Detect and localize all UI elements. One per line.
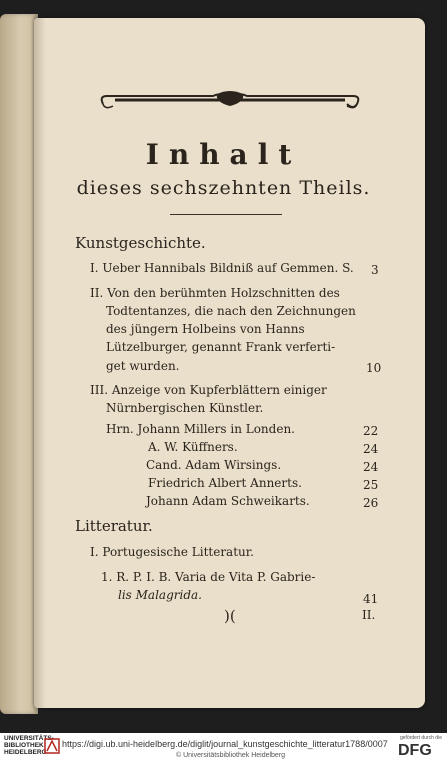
entry-page-number: 3	[371, 263, 379, 277]
entry-line: Johann Adam Schweikarts.	[146, 494, 310, 508]
dfg-logo: DFG	[398, 742, 432, 759]
entry-page-number: 25	[363, 478, 379, 492]
entry-page-number: 24	[363, 460, 379, 474]
entry-line: lis Malagrida.	[118, 588, 202, 602]
copyright-notice: © Universitätsbibliothek Heidelberg	[176, 752, 286, 759]
entry-line: I. Ueber Hannibals Bildniß auf Gemmen. S.	[90, 261, 354, 275]
entry-page-number: 26	[363, 496, 379, 510]
entry-page-number: 24	[363, 442, 379, 456]
entry-line: Nürnbergischen Künstler.	[106, 401, 264, 415]
entry-line: A. W. Küffners.	[148, 440, 238, 454]
library-name-line: HEIDELBERG	[4, 749, 47, 756]
funded-by-label: gefördert durch die	[400, 735, 442, 741]
viewer-footer	[0, 733, 447, 765]
section-heading-litteratur: Litteratur.	[75, 517, 153, 535]
entry-line: get wurden.	[106, 359, 180, 373]
permalink-url[interactable]: https://digi.ub.uni-heidelberg.de/diglit/journal_kunstgeschichte_litteratur1788/0007	[62, 739, 388, 749]
entry-page-number: 22	[363, 424, 379, 438]
title-divider	[170, 214, 282, 215]
page-title: Inhalt	[145, 138, 302, 171]
page-subtitle: dieses sechszehnten Theils.	[76, 177, 371, 199]
entry-page-number: 41	[363, 592, 379, 606]
entry-line: I. Portugesische Litteratur.	[90, 545, 254, 559]
entry-line: II. Von den berühmten Holzschnitten des	[90, 286, 340, 300]
catchword: II.	[362, 608, 376, 622]
entry-line: Todtentanzes, die nach den Zeichnungen	[106, 304, 356, 318]
entry-page-number: 10	[366, 361, 382, 375]
entry-line: III. Anzeige von Kupferblättern einiger	[90, 383, 327, 397]
entry-line: 1. R. P. I. B. Varia de Vita P. Gabrie-	[101, 570, 316, 584]
entry-line: Hrn. Johann Millers in Londen.	[106, 422, 295, 436]
library-logo-icon	[44, 738, 60, 754]
section-heading-kunstgeschichte: Kunstgeschichte.	[75, 234, 206, 252]
signature-mark: )(	[224, 607, 236, 625]
entry-line: Cand. Adam Wirsings.	[146, 458, 282, 472]
entry-line: Friedrich Albert Annerts.	[148, 476, 302, 490]
entry-line: des jüngern Holbeins von Hanns	[106, 322, 305, 336]
library-name-line: BIBLIOTHEK	[4, 742, 44, 749]
library-name-line: UNIVERSITÄTS-	[4, 735, 54, 742]
book-spine-edge	[0, 14, 38, 714]
ornament-headpiece	[95, 90, 365, 116]
entry-line: Lützelburger, genannt Frank verferti-	[106, 340, 336, 354]
